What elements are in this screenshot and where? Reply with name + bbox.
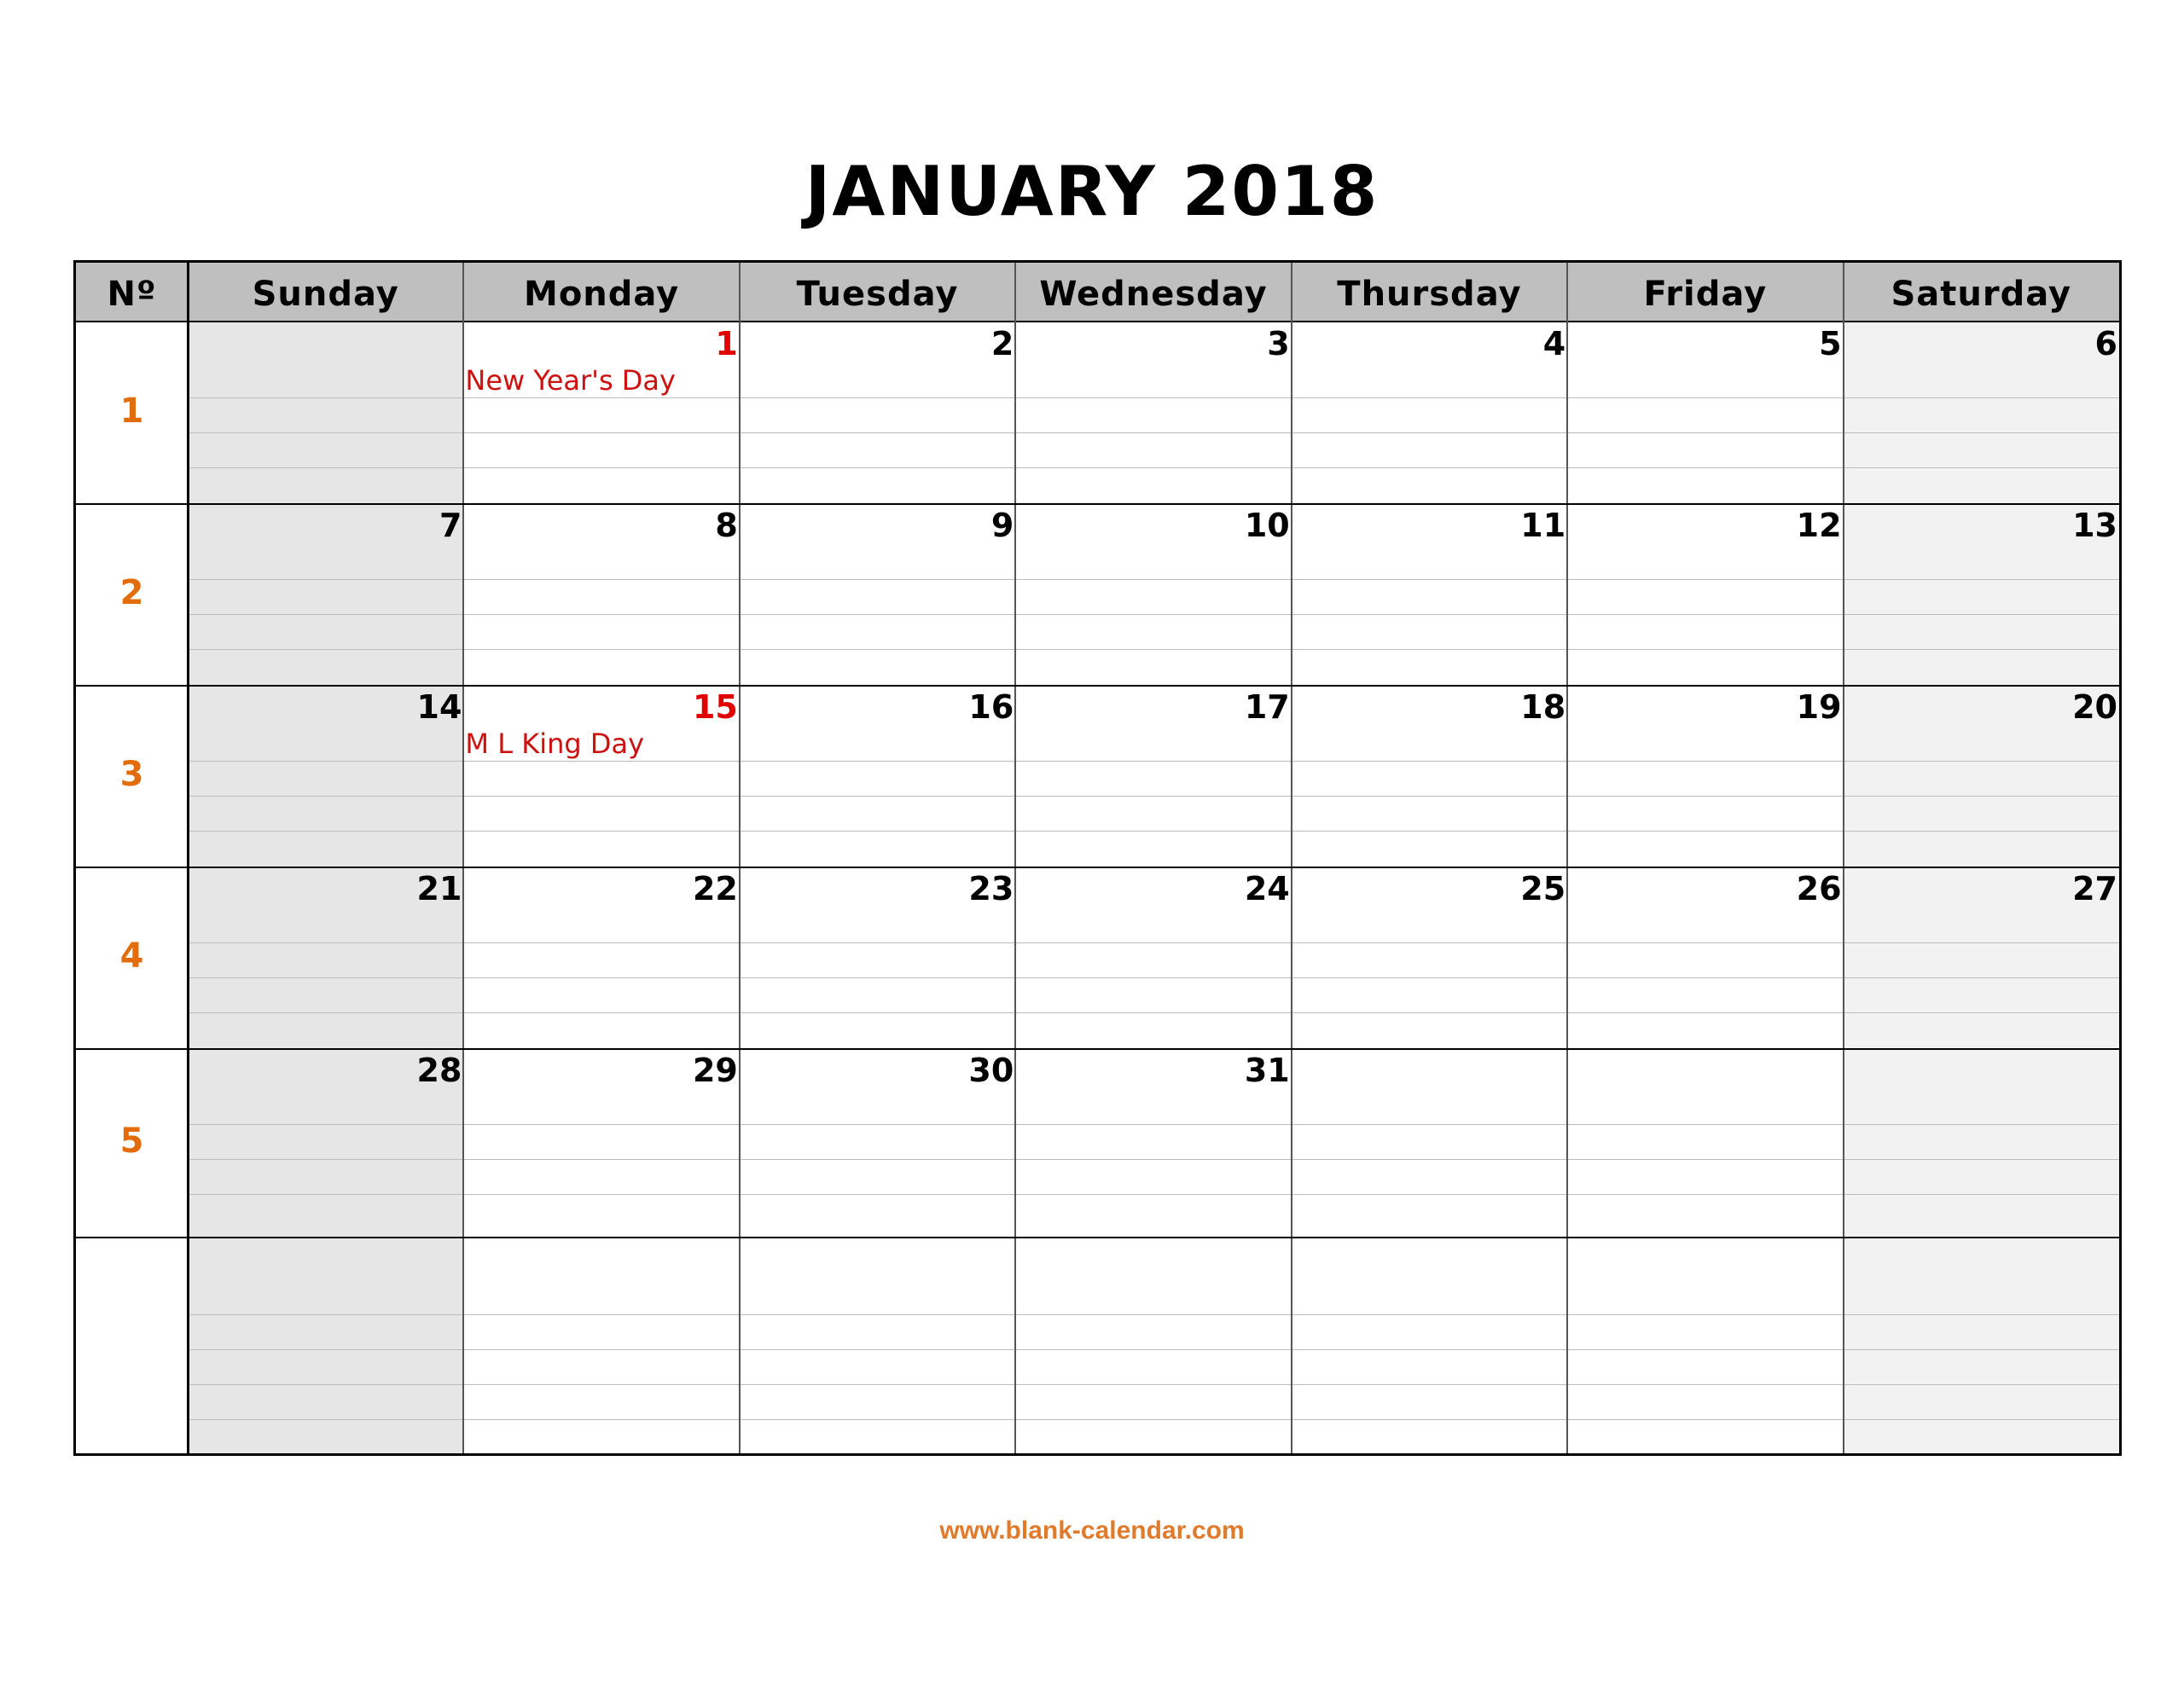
- week-number: 3: [119, 754, 144, 794]
- day-number: 16: [968, 688, 1014, 726]
- day-number: 9: [990, 507, 1014, 544]
- day-number: 22: [692, 870, 738, 907]
- day-cell[interactable]: [188, 1238, 463, 1453]
- day-number: 23: [968, 870, 1014, 907]
- day-number: 7: [439, 507, 462, 544]
- day-number: 26: [1796, 870, 1842, 907]
- day-number: 2: [990, 325, 1014, 362]
- day-number: 27: [2072, 870, 2117, 907]
- header-day-wednesday: Wednesday: [1039, 275, 1268, 314]
- header-day-friday: Friday: [1643, 275, 1768, 314]
- day-cell[interactable]: [1844, 1049, 2119, 1238]
- day-number: 15: [692, 688, 738, 726]
- day-number: 20: [2072, 688, 2117, 726]
- calendar-header-row: [76, 263, 2119, 322]
- header-day-thursday: Thursday: [1337, 275, 1522, 314]
- day-number: 4: [1542, 325, 1566, 362]
- day-number: 14: [416, 688, 462, 726]
- header-week-number: Nº: [107, 275, 157, 314]
- day-number: 11: [1520, 507, 1566, 544]
- day-cell[interactable]: [1015, 1238, 1291, 1453]
- day-number: 6: [2094, 325, 2117, 362]
- day-number: 25: [1520, 870, 1566, 907]
- day-number: 30: [968, 1052, 1014, 1089]
- header-day-monday: Monday: [524, 275, 680, 314]
- day-number: 12: [1796, 507, 1842, 544]
- day-cell[interactable]: [1567, 1238, 1843, 1453]
- day-number: 31: [1244, 1052, 1290, 1089]
- week-number: 2: [119, 572, 144, 612]
- day-number: 8: [715, 507, 738, 544]
- week-number: 4: [119, 936, 144, 976]
- day-number: 5: [1819, 325, 1842, 362]
- day-number: 24: [1244, 870, 1290, 907]
- day-cell[interactable]: [1292, 1238, 1567, 1453]
- day-cell[interactable]: [1567, 1049, 1843, 1238]
- calendar-title: JANUARY 2018: [804, 152, 1380, 231]
- header-day-saturday: Saturday: [1891, 275, 2072, 314]
- footer-website-link[interactable]: www.blank-calendar.com: [939, 1516, 1245, 1545]
- day-number: 13: [2072, 507, 2117, 544]
- day-cell[interactable]: [1292, 1049, 1567, 1238]
- week-number: 5: [119, 1121, 144, 1161]
- day-number: 18: [1520, 688, 1566, 726]
- day-cell[interactable]: [188, 322, 463, 504]
- header-day-tuesday: Tuesday: [796, 275, 959, 314]
- day-number: 10: [1244, 507, 1290, 544]
- holiday-name: M L King Day: [465, 728, 645, 760]
- day-number: 17: [1244, 688, 1290, 726]
- day-cell[interactable]: [740, 1238, 1015, 1453]
- day-cell[interactable]: [1844, 1238, 2119, 1453]
- day-number: 21: [416, 870, 462, 907]
- holiday-name: New Year's Day: [465, 364, 676, 397]
- day-number: 28: [416, 1052, 462, 1089]
- day-cell[interactable]: [463, 1238, 739, 1453]
- day-number: 1: [715, 325, 738, 362]
- day-number: 19: [1796, 688, 1842, 726]
- header-day-sunday: Sunday: [252, 275, 399, 314]
- week-number: 1: [119, 391, 144, 431]
- day-number: 3: [1267, 325, 1290, 362]
- calendar-grid: [73, 260, 2122, 1456]
- day-number: 29: [692, 1052, 738, 1089]
